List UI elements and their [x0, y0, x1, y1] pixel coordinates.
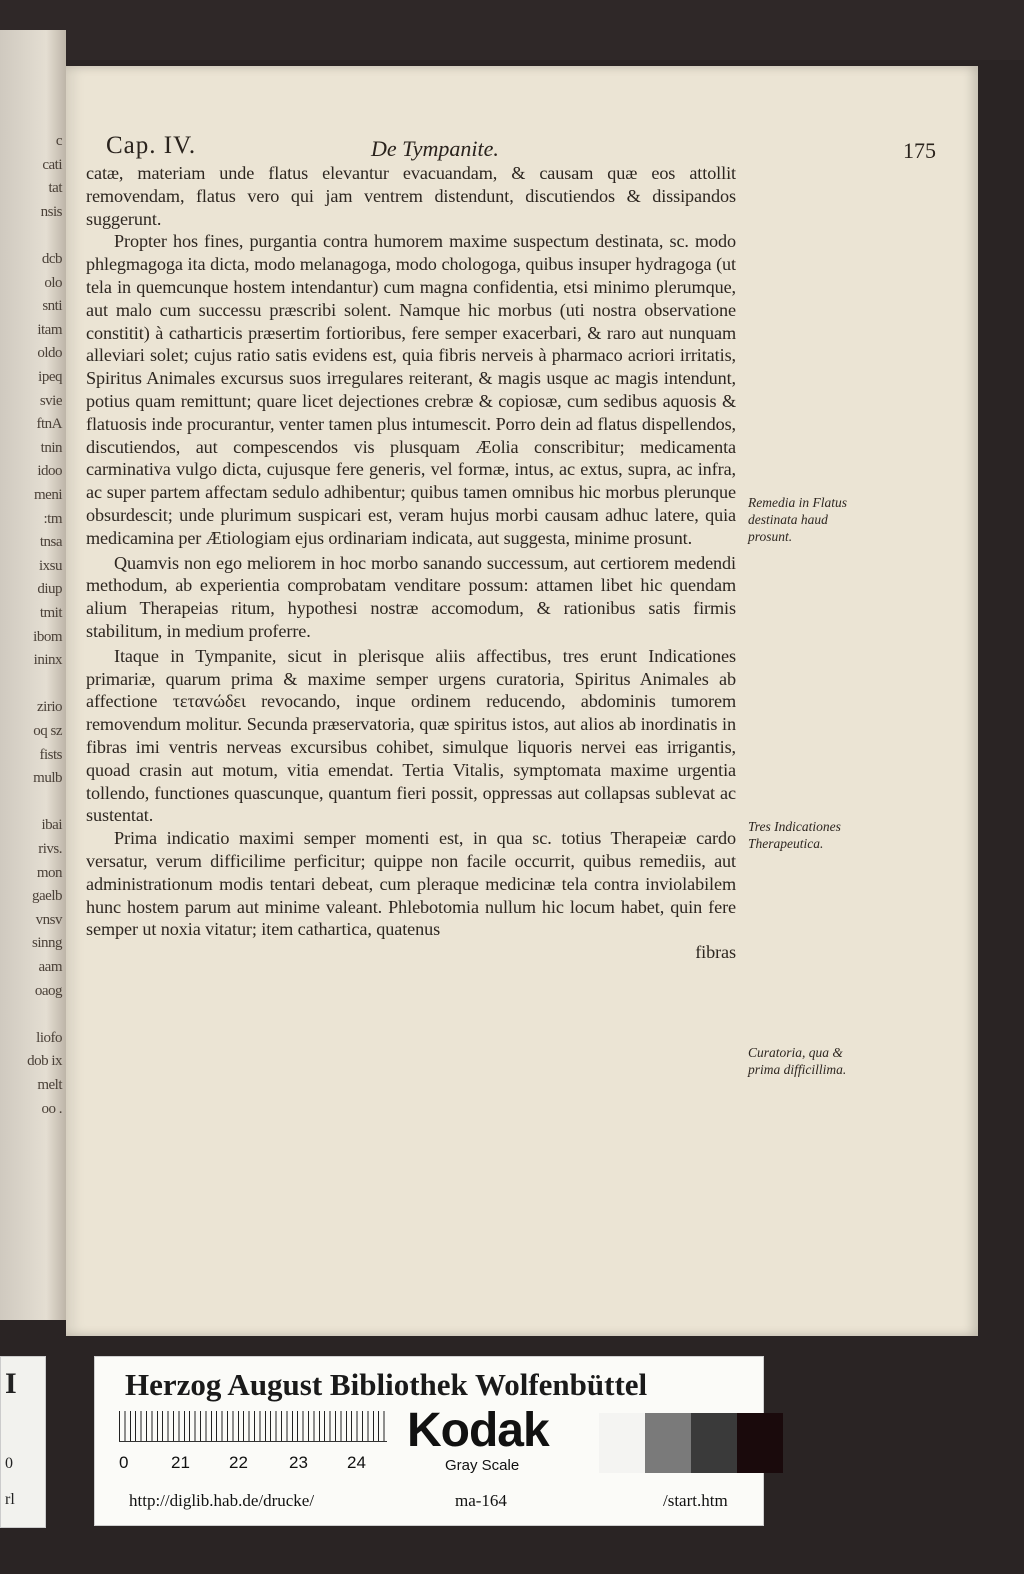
facing-page-fragment: meni: [34, 487, 62, 503]
paragraph: Quamvis non ego meliorem in hoc morbo sanando successum, aut certiorem medendi methodum, ab experientia comprobatam venditare possum: attamen libet hic quendam alium Therapeias ritum, hypothesi nostræ accomodum, & rationibus satis firmis stabilitum, in medium proferre.: [86, 552, 736, 641]
paragraph: Propter hos fines, purgantia contra humorem maxime suspectum destinata, sc. modo phlegmagoga ita dicta, modo melanagoga, modo chologoga, quibus insuper hydragoga (ut tela in quemcunque hostem intendantur) cum magna confidentia, etsi minimo plerumque, aut malo cum successu præscribi solent. Namque hic morbus (uti nostra observatione constitit) à catharticis præsertim fortioribus, fere semper exacerbari, & raro aut nunquam alleviari solet; cujus ratio satis evidens est, quia fibris nerveis à pharmaco acriori irritatis, Spiritus Animales excursus suos irregulares reiterant, & magis usque ac magis intendunt, potius quam remittunt; quare licet dejectiones crebræ & copiosæ, cum sedibus aquosis & flatuosis inde procurantur, venter tamen plus intumescit. Porro dein ad flatus dispellendos, discutiendos, aut compescendos vis plusquam Æolia conscribitur; medicamenta carminativa vulgo dicta, cujusque fere generis, vel formæ, intus, ac extus, supra, ac infra, ac super partem affectam sedulo adhibentur; quibus tamen omnibus hic morbus plerunque obsurdescit; unde plurimum suspicari est, veram hujus morbi causam adhuc latere, quia medicamina per Ætiologiam ejus ordinariam indicata, aut suggesta, minime prosunt.: [86, 231, 736, 548]
facing-page-fragment: gaelb: [32, 888, 62, 905]
facing-page-fragment: itam: [37, 321, 62, 338]
facing-page-fragment: liofo: [36, 1029, 62, 1046]
gray-swatch: [737, 1413, 783, 1473]
facing-page-fragment: ibai: [41, 817, 62, 834]
catchword: fibras: [695, 942, 736, 963]
running-head: [106, 132, 936, 166]
facing-page-fragment: ibom: [33, 628, 62, 645]
strip-letter: 0: [5, 1455, 13, 1472]
facing-page-fragment: melt: [37, 1077, 62, 1093]
facing-page-fragment: aam: [38, 959, 62, 975]
gray-swatches: [599, 1413, 783, 1473]
facing-page-fragment: snti: [42, 298, 62, 315]
facing-page-fragment: dcb: [41, 251, 62, 267]
facing-page-fragment: tnin: [40, 439, 62, 456]
ruler-number: 21: [171, 1453, 190, 1472]
facing-page-fragment: oaog: [34, 982, 62, 999]
marginal-note: Tres Indicationes Therapeutica.: [748, 819, 841, 851]
facing-page-fragment: fists: [39, 746, 62, 763]
facing-page-fragment: :tm: [43, 510, 62, 527]
facing-page-fragment: idoo: [37, 463, 62, 480]
facing-page-fragment: svie: [39, 392, 62, 409]
grayscale-label: Gray Scale: [445, 1457, 520, 1474]
scan-background: [0, 0, 1024, 60]
gray-swatch: [599, 1413, 645, 1473]
facing-page-fragment: dob ix: [27, 1053, 62, 1070]
facing-page-fragment: ipeq: [38, 369, 62, 385]
facing-page-fragment: sinng: [31, 935, 62, 952]
main-text: [86, 162, 736, 964]
facing-page-fragment: tat: [48, 180, 62, 197]
facing-page-fragment: olo: [44, 274, 62, 291]
ruler-number: 22: [229, 1453, 248, 1472]
facing-page-fragment: oo .: [41, 1100, 62, 1117]
facing-page-fragment: tnsa: [39, 534, 62, 551]
left-scan-strip: [0, 1356, 46, 1528]
ruler-ticks: [119, 1411, 387, 1442]
scale-ruler: [119, 1411, 387, 1472]
paragraph: Itaque in Tympanite, sicut in plerisque aliis affectibus, tres erunt Indicationes primariæ, quarum prima & maxime semper urgens curatoria, Spiritus Animales ab affectione τεταvώδει revocando, inque ordinem reducendo, abdominis tumorem removendum molitur. Secunda præservatoria, quæ spiritus istos, aut alios ab inordinatis in fibras imi ventris nerveas excursibus cohibet, simulque liquoris nervei eas irrigantis, quoad crasin aut motum, vitia emendat. Tertia Vitalis, symptomata maxime urgentia tollendo, functiones quascunque, quantum fieri possit, oppressas aut collapsas sublevat ac sustentat.: [86, 645, 736, 826]
ruler-number: 0: [119, 1453, 129, 1472]
strip-letter: rl: [5, 1491, 15, 1508]
facing-page-fragment: rivs.: [38, 841, 62, 857]
source-url: http://diglib.hab.de/drucke/: [129, 1491, 315, 1510]
facing-page-fragment: ixsu: [38, 557, 62, 574]
facing-page-fragment: ininx: [33, 652, 62, 669]
chapter-heading: Cap. IV.: [106, 132, 197, 159]
page-title: De Tympanite.: [371, 136, 499, 161]
ruler-number: 24: [347, 1453, 366, 1472]
facing-page-fragment: mulb: [33, 770, 62, 787]
facing-page-fragment: mon: [36, 864, 62, 881]
gray-swatch: [691, 1413, 737, 1473]
facing-page-fragment: cati: [42, 156, 62, 173]
marginal-note: Curatoria, qua & prima difficillima.: [748, 1045, 847, 1077]
facing-page-fragment: oldo: [37, 345, 62, 362]
book-page: [66, 66, 978, 1336]
kodak-logo: Kodak: [407, 1404, 549, 1457]
facing-page-fragment: nsis: [40, 203, 62, 220]
paragraph: Prima indicatio maximi semper momenti est, in qua sc. totius Therapeiæ cardo versatur, verum difficilime perficitur; quippe non facile occurrit, quibus remediis, aut administrationum modis tentari debeat, cum pleraque medicinæ tela contra inviolabilem hunc hostem parum aut minime valeant. Phlebotomia nullum hic locum habet, quin fere semper ut noxia vitatur; item cathartica, quatenus: [86, 828, 736, 940]
library-name: Herzog August Bibliothek Wolfenbüttel: [125, 1367, 648, 1402]
gray-swatch: [645, 1413, 691, 1473]
facing-page-fragment: ftnA: [36, 416, 62, 433]
start-path: /start.htm: [663, 1491, 728, 1510]
strip-letter: I: [5, 1367, 17, 1400]
shelfmark: ma-164: [455, 1491, 507, 1510]
page-number: 175: [903, 138, 936, 163]
facing-page-fragment: oq sz: [33, 723, 62, 739]
ruler-number: 23: [289, 1453, 308, 1472]
facing-page-fragment: zirio: [37, 699, 62, 716]
facing-page-edge: [0, 30, 66, 1320]
facing-page-fragment: c: [55, 133, 62, 149]
marginal-note: Remedia in Flatus destinata haud prosunt.: [748, 495, 847, 544]
facing-page-fragment: vnsv: [35, 911, 62, 928]
scan-target-strip: [94, 1356, 764, 1526]
facing-page-fragment: diup: [37, 581, 62, 598]
facing-page-fragment: tmit: [39, 605, 62, 621]
paragraph: catæ, materiam unde flatus elevantur evacuandam, & causam quæ eos attollit removendam, flatus vero qui jam ventrem distendunt, discutiendos & dissipandos suggerunt.: [86, 163, 736, 229]
